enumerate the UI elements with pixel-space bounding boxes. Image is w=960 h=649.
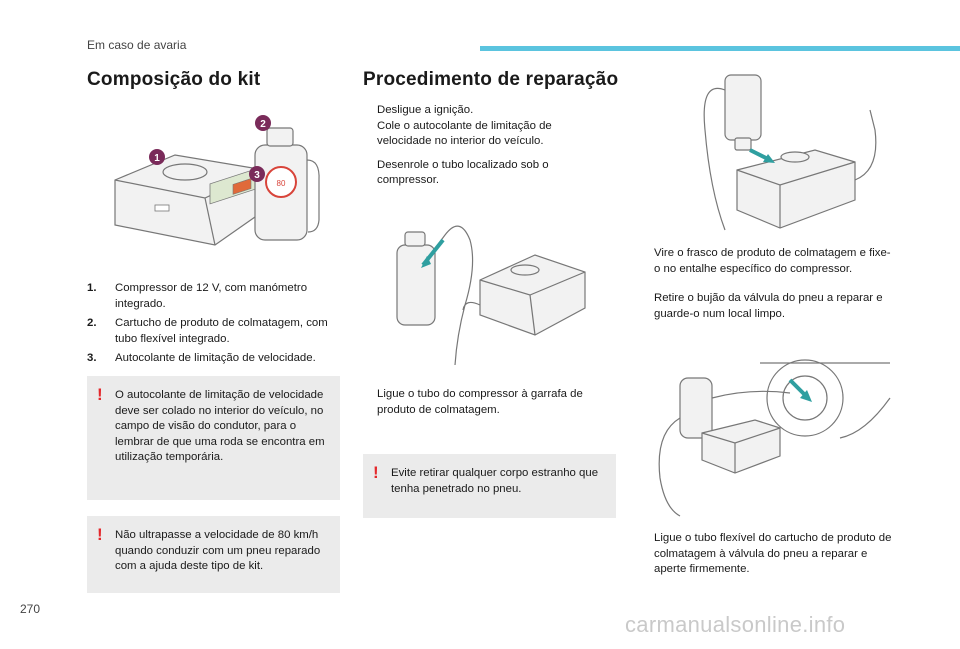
bottle-mount-illustration — [695, 70, 895, 240]
bullet-icon — [640, 531, 654, 578]
step-item: Desligue a ignição. — [363, 103, 593, 119]
callout-2: 2 — [260, 119, 266, 130]
warning-box-sticker — [87, 376, 340, 500]
step-item: Ligue o tubo do compressor à garrafa de produto de colmatagem. — [363, 387, 603, 418]
warning-icon: ! — [97, 525, 103, 544]
bullet-icon — [640, 291, 654, 322]
step-item: Vire o frasco de produto de colmatagem e fixe-o no entalhe específico do compressor. — [640, 246, 895, 277]
procedure-title: Procedimento de reparação — [363, 69, 619, 90]
warning-box-speed — [87, 516, 340, 593]
kit-illustration — [105, 110, 335, 260]
tire-valve-illustration — [640, 358, 892, 518]
kit-items-list — [87, 281, 337, 371]
bullet-icon — [640, 246, 654, 277]
compressor-bottle-illustration — [385, 210, 595, 375]
step-item: Desenrole o tubo localizado sob o compressor. — [363, 158, 593, 189]
kit-item: 1. Compressor de 12 V, com manómetro integrado. — [87, 282, 308, 310]
bullet-icon — [363, 119, 377, 150]
step-item: Retire o bujão da válvula do pneu a reparar e guarde-o num local limpo. — [640, 291, 895, 322]
kit-item: 3. Autocolante de limitação de velocidade. — [87, 352, 316, 364]
procedure-steps-right — [640, 246, 895, 322]
watermark: carmanualsonline.info — [625, 612, 846, 637]
warning-icon: ! — [97, 385, 103, 404]
svg-text:80: 80 — [276, 179, 286, 188]
step-item: Cole o autocolante de limitação de velocidade no interior do veículo. — [363, 119, 593, 150]
warning-text: O autocolante de limitação de velocidade deve ser colado no interior do veículo, no campo de visão do condutor, para o lembrar de que uma roda se encontra em utilização temporária. — [115, 389, 325, 463]
kit-title: Composição do kit — [87, 69, 261, 90]
section-label: Em caso de avaria — [87, 38, 187, 52]
procedure-steps-top — [363, 103, 593, 189]
header-accent-bar — [480, 46, 960, 51]
bullet-icon — [363, 158, 377, 189]
warning-box-foreign-body — [363, 454, 616, 518]
warning-text: Não ultrapasse a velocidade de 80 km/h quando conduzir com um pneu reparado com a ajuda deste tipo de kit. — [115, 529, 321, 572]
callout-3: 3 — [254, 170, 260, 181]
bullet-icon — [363, 387, 377, 418]
callout-1: 1 — [154, 153, 160, 164]
kit-item: 2. Cartucho de produto de colmatagem, com tubo flexível integrado. — [87, 317, 328, 345]
bullet-icon — [363, 103, 377, 119]
warning-icon: ! — [373, 463, 379, 482]
page-number: 270 — [20, 602, 41, 616]
step-item: Ligue o tubo flexível do cartucho de produto de colmatagem à válvula do pneu a reparar e aperte firmemente. — [640, 531, 895, 578]
warning-text: Evite retirar qualquer corpo estranho que tenha penetrado no pneu. — [391, 467, 599, 495]
